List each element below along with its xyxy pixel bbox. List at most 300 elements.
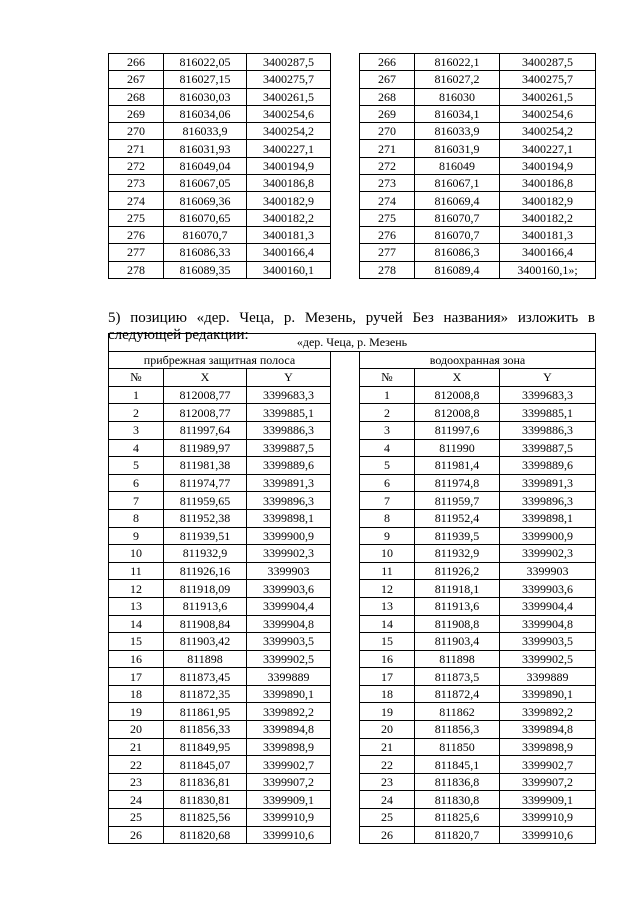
- table-cell: 267: [360, 71, 415, 88]
- table-cell: 3399907,2: [500, 773, 596, 791]
- table-cell: 811939,51: [164, 527, 247, 545]
- table-cell: 278: [109, 261, 164, 278]
- table-cell: 3399887,5: [247, 439, 331, 457]
- table-cell: 816030: [415, 88, 500, 105]
- column-gap: [331, 826, 360, 844]
- amendment-paragraph: 5) позицию «дер. Чеца, р. Мезень, ручей Без названия» изложить в следующей редакции:: [108, 310, 595, 343]
- table-cell: 3400261,5: [247, 88, 331, 105]
- table-cell: 811845,1: [415, 756, 500, 774]
- table-cell: 3400182,9: [247, 192, 331, 209]
- table-cell: 3399910,9: [500, 809, 596, 827]
- table-cell: 811836,81: [164, 773, 247, 791]
- table-row: [109, 175, 596, 192]
- table-cell: 811820,68: [164, 826, 247, 844]
- table-cell: 816067,05: [164, 175, 247, 192]
- table-row: [109, 105, 596, 122]
- table-cell: 811974,77: [164, 474, 247, 492]
- table-cell: 276: [109, 226, 164, 243]
- column-gap: [331, 244, 360, 261]
- table-cell: 3400194,9: [247, 157, 331, 174]
- column-gap: [331, 404, 360, 422]
- table-cell: 816070,65: [164, 209, 247, 226]
- col-header-x: X: [164, 369, 247, 387]
- table-cell: 23: [360, 773, 415, 791]
- column-gap: [331, 545, 360, 563]
- column-gap: [331, 562, 360, 580]
- table-title: «дер. Чеца, р. Мезень: [109, 334, 596, 352]
- table-cell: 268: [109, 88, 164, 105]
- table-cell: 3400181,3: [500, 226, 596, 243]
- table-cell: 811908,8: [415, 615, 500, 633]
- table-cell: 5: [109, 457, 164, 475]
- table-cell: 278: [360, 261, 415, 278]
- table-cell: 3399896,3: [247, 492, 331, 510]
- table-row: [109, 209, 596, 226]
- column-gap: [331, 668, 360, 686]
- table-cell: 3399902,5: [500, 650, 596, 668]
- table-cell: 11: [109, 562, 164, 580]
- column-gap: [331, 386, 360, 404]
- table-cell: 3400254,2: [247, 123, 331, 140]
- table-row: [109, 226, 596, 243]
- right-section-header: водоохранная зона: [360, 351, 596, 369]
- table-cell: 811862: [415, 703, 500, 721]
- table-cell: 3399904,8: [247, 615, 331, 633]
- table-cell: 19: [109, 703, 164, 721]
- table-cell: 3399904,4: [500, 597, 596, 615]
- table-cell: 14: [360, 615, 415, 633]
- table-cell: 16: [109, 650, 164, 668]
- table-cell: 816067,1: [415, 175, 500, 192]
- table-cell: 26: [360, 826, 415, 844]
- table-cell: 3400227,1: [500, 140, 596, 157]
- col-header-number: №: [109, 369, 164, 387]
- table-cell: 7: [109, 492, 164, 510]
- table-cell: 3400275,7: [500, 71, 596, 88]
- column-gap: [331, 580, 360, 598]
- table-cell: 3400160,1»;: [500, 261, 596, 278]
- table-cell: 3399909,1: [500, 791, 596, 809]
- table-cell: 3399891,3: [247, 474, 331, 492]
- table-row: [109, 545, 596, 563]
- table-cell: 14: [109, 615, 164, 633]
- table-cell: 816086,33: [164, 244, 247, 261]
- table-cell: 277: [360, 244, 415, 261]
- table-cell: 277: [109, 244, 164, 261]
- table-cell: 811830,8: [415, 791, 500, 809]
- table-row: [109, 773, 596, 791]
- column-gap: [331, 597, 360, 615]
- table-row: [109, 54, 596, 71]
- table-row: [109, 261, 596, 278]
- table-cell: 811898: [164, 650, 247, 668]
- table-cell: 3399910,9: [247, 809, 331, 827]
- table-cell: 3399889,6: [247, 457, 331, 475]
- table-cell: 274: [360, 192, 415, 209]
- table-cell: 3: [360, 421, 415, 439]
- table-cell: 1: [109, 386, 164, 404]
- table-cell: 811997,64: [164, 421, 247, 439]
- table-cell: 816070,7: [415, 209, 500, 226]
- table-cell: 816049: [415, 157, 500, 174]
- table-row: [109, 738, 596, 756]
- col-header-y: Y: [500, 369, 596, 387]
- table-cell: 3399890,1: [247, 685, 331, 703]
- table-row: [109, 756, 596, 774]
- table-cell: 3400227,1: [247, 140, 331, 157]
- table-cell: 272: [360, 157, 415, 174]
- col-header-number: №: [360, 369, 415, 387]
- table-cell: 5: [360, 457, 415, 475]
- table-cell: 6: [109, 474, 164, 492]
- table-cell: 3399892,2: [500, 703, 596, 721]
- table-cell: 811952,4: [415, 509, 500, 527]
- table-cell: 811873,45: [164, 668, 247, 686]
- table-cell: 3: [109, 421, 164, 439]
- table-cell: 816086,3: [415, 244, 500, 261]
- table-cell: 3399903: [247, 562, 331, 580]
- table-cell: 275: [109, 209, 164, 226]
- column-gap: [331, 209, 360, 226]
- column-gap: [331, 439, 360, 457]
- table-cell: 269: [109, 105, 164, 122]
- table-cell: 3400166,4: [247, 244, 331, 261]
- table-row: [109, 157, 596, 174]
- table-row: [109, 88, 596, 105]
- table-cell: 816031,93: [164, 140, 247, 157]
- table-cell: 816034,06: [164, 105, 247, 122]
- table-row: [109, 421, 596, 439]
- table-row: [109, 509, 596, 527]
- table-cell: 811825,6: [415, 809, 500, 827]
- table-cell: 11: [360, 562, 415, 580]
- table-cell: 19: [360, 703, 415, 721]
- column-gap: [331, 105, 360, 122]
- table-cell: 816022,05: [164, 54, 247, 71]
- table-cell: 811850: [415, 738, 500, 756]
- col-header-x: X: [415, 369, 500, 387]
- column-gap: [331, 773, 360, 791]
- table-cell: 18: [109, 685, 164, 703]
- table-cell: 3400275,7: [247, 71, 331, 88]
- table-cell: 3399889,6: [500, 457, 596, 475]
- table-cell: 21: [360, 738, 415, 756]
- table-cell: 3400254,6: [247, 105, 331, 122]
- table-cell: 267: [109, 71, 164, 88]
- table-cell: 3400160,1: [247, 261, 331, 278]
- table-cell: 811820,7: [415, 826, 500, 844]
- col-header-y: Y: [247, 369, 331, 387]
- table-cell: 816070,7: [164, 226, 247, 243]
- table-row: [109, 809, 596, 827]
- table-cell: 3399890,1: [500, 685, 596, 703]
- table-cell: 3399898,9: [500, 738, 596, 756]
- table-cell: 8: [360, 509, 415, 527]
- table-cell: 24: [360, 791, 415, 809]
- table-cell: 811849,95: [164, 738, 247, 756]
- table-row: [109, 192, 596, 209]
- table-cell: 816027,2: [415, 71, 500, 88]
- table-cell: 17: [360, 668, 415, 686]
- table-cell: 3400181,3: [247, 226, 331, 243]
- table-cell: 3400182,2: [247, 209, 331, 226]
- chetsa-coordinates-table: [108, 333, 596, 844]
- table-cell: 3399886,3: [247, 421, 331, 439]
- table-cell: 10: [109, 545, 164, 563]
- table-cell: 9: [360, 527, 415, 545]
- table-cell: 811974,8: [415, 474, 500, 492]
- table-cell: 811959,7: [415, 492, 500, 510]
- table-cell: 3400194,9: [500, 157, 596, 174]
- table-cell: 3399683,3: [247, 386, 331, 404]
- table-cell: 816069,36: [164, 192, 247, 209]
- table-cell: 816030,03: [164, 88, 247, 105]
- table-cell: 22: [109, 756, 164, 774]
- table-row: [109, 791, 596, 809]
- table-cell: 271: [360, 140, 415, 157]
- table-cell: 3399887,5: [500, 439, 596, 457]
- table-cell: 3399907,2: [247, 773, 331, 791]
- column-gap: [331, 650, 360, 668]
- table-cell: 3400254,6: [500, 105, 596, 122]
- table-cell: 3399889: [500, 668, 596, 686]
- table-cell: 268: [360, 88, 415, 105]
- table-cell: 22: [360, 756, 415, 774]
- table-cell: 811932,9: [415, 545, 500, 563]
- table-cell: 812008,8: [415, 386, 500, 404]
- table-cell: 3399892,2: [247, 703, 331, 721]
- table-cell: 12: [360, 580, 415, 598]
- table-cell: 269: [360, 105, 415, 122]
- table-cell: 811926,2: [415, 562, 500, 580]
- table-cell: 811981,4: [415, 457, 500, 475]
- table-cell: 816069,4: [415, 192, 500, 209]
- table-cell: 816022,1: [415, 54, 500, 71]
- table-cell: 3399903,6: [247, 580, 331, 598]
- table-cell: 811825,56: [164, 809, 247, 827]
- column-gap: [331, 369, 360, 387]
- table-cell: 273: [360, 175, 415, 192]
- table-cell: 811932,9: [164, 545, 247, 563]
- table-row: [109, 71, 596, 88]
- table-cell: 812008,77: [164, 404, 247, 422]
- table-row: [109, 703, 596, 721]
- column-gap: [331, 738, 360, 756]
- table-cell: 9: [109, 527, 164, 545]
- table-cell: 811981,38: [164, 457, 247, 475]
- table-cell: 15: [360, 633, 415, 651]
- table-cell: 811872,4: [415, 685, 500, 703]
- table-cell: 270: [360, 123, 415, 140]
- table-row: [109, 668, 596, 686]
- table-cell: 12: [109, 580, 164, 598]
- table-row: [109, 527, 596, 545]
- table-cell: 816070,7: [415, 226, 500, 243]
- table-cell: 7: [360, 492, 415, 510]
- table-cell: 3399885,1: [247, 404, 331, 422]
- table-cell: 811873,5: [415, 668, 500, 686]
- table-row: [109, 826, 596, 844]
- table-cell: 3400186,8: [500, 175, 596, 192]
- table-row: [109, 597, 596, 615]
- table-cell: 3399909,1: [247, 791, 331, 809]
- table-cell: 20: [360, 721, 415, 739]
- table-cell: 816049,04: [164, 157, 247, 174]
- table-cell: 3399903,5: [247, 633, 331, 651]
- column-gap: [331, 261, 360, 278]
- table-cell: 270: [109, 123, 164, 140]
- table-cell: 3399885,1: [500, 404, 596, 422]
- table-cell: 3399910,6: [500, 826, 596, 844]
- table-cell: 20: [109, 721, 164, 739]
- table-cell: 273: [109, 175, 164, 192]
- table-cell: 816089,35: [164, 261, 247, 278]
- table-cell: 811856,3: [415, 721, 500, 739]
- table-cell: 811952,38: [164, 509, 247, 527]
- table-cell: 816089,4: [415, 261, 500, 278]
- table-cell: 3399902,3: [500, 545, 596, 563]
- table-cell: 3399886,3: [500, 421, 596, 439]
- column-gap: [331, 351, 360, 369]
- table-cell: 15: [109, 633, 164, 651]
- table-cell: 811913,6: [164, 597, 247, 615]
- table-cell: 17: [109, 668, 164, 686]
- table-cell: 271: [109, 140, 164, 157]
- table-cell: 816034,1: [415, 105, 500, 122]
- table-cell: 3399900,9: [500, 527, 596, 545]
- table-cell: 3399894,8: [500, 721, 596, 739]
- column-gap: [331, 615, 360, 633]
- column-gap: [331, 421, 360, 439]
- table-cell: 811830,81: [164, 791, 247, 809]
- table-cell: 3399896,3: [500, 492, 596, 510]
- coordinates-table-body: [109, 54, 596, 279]
- table-cell: 4: [109, 439, 164, 457]
- table-cell: 16: [360, 650, 415, 668]
- table-cell: 2: [109, 404, 164, 422]
- column-gap: [331, 809, 360, 827]
- column-gap: [331, 457, 360, 475]
- table-cell: 18: [360, 685, 415, 703]
- table-cell: 3399903,5: [500, 633, 596, 651]
- column-gap: [331, 685, 360, 703]
- table-row: [109, 457, 596, 475]
- table-row: [109, 386, 596, 404]
- table-cell: 811918,1: [415, 580, 500, 598]
- table-cell: 266: [109, 54, 164, 71]
- table-cell: 3399903,6: [500, 580, 596, 598]
- table-cell: 3400287,5: [500, 54, 596, 71]
- table-cell: 26: [109, 826, 164, 844]
- column-gap: [331, 721, 360, 739]
- table-cell: 3400182,2: [500, 209, 596, 226]
- table-cell: 25: [109, 809, 164, 827]
- table-cell: 3399891,3: [500, 474, 596, 492]
- table-row: [109, 633, 596, 651]
- column-gap: [331, 192, 360, 209]
- coordinates-table-continued: [108, 53, 596, 279]
- table-cell: 3400186,8: [247, 175, 331, 192]
- column-gap: [331, 157, 360, 174]
- table-cell: 276: [360, 226, 415, 243]
- table-cell: 3400287,5: [247, 54, 331, 71]
- table-row: [109, 140, 596, 157]
- table-cell: 3399902,3: [247, 545, 331, 563]
- table-cell: 816033,9: [415, 123, 500, 140]
- table-cell: 3399898,1: [500, 509, 596, 527]
- table-cell: 811989,97: [164, 439, 247, 457]
- table-cell: 811918,09: [164, 580, 247, 598]
- table-cell: 3399902,7: [500, 756, 596, 774]
- table-cell: 3399900,9: [247, 527, 331, 545]
- table-row: [109, 562, 596, 580]
- table-cell: 816033,9: [164, 123, 247, 140]
- column-gap: [331, 175, 360, 192]
- table-cell: 6: [360, 474, 415, 492]
- table-cell: 811939,5: [415, 527, 500, 545]
- table-cell: 275: [360, 209, 415, 226]
- table-cell: 811908,84: [164, 615, 247, 633]
- table-cell: 811903,4: [415, 633, 500, 651]
- table-cell: 266: [360, 54, 415, 71]
- table-cell: 25: [360, 809, 415, 827]
- table-cell: 272: [109, 157, 164, 174]
- column-gap: [331, 88, 360, 105]
- table-cell: 811926,16: [164, 562, 247, 580]
- table-cell: 816027,15: [164, 71, 247, 88]
- table-cell: 3399894,8: [247, 721, 331, 739]
- table-cell: 3399683,3: [500, 386, 596, 404]
- table-cell: 3399898,1: [247, 509, 331, 527]
- table-cell: 811836,8: [415, 773, 500, 791]
- column-gap: [331, 140, 360, 157]
- table-cell: 811959,65: [164, 492, 247, 510]
- table-row: [109, 685, 596, 703]
- table-row: [109, 580, 596, 598]
- column-gap: [331, 791, 360, 809]
- table-row: [109, 615, 596, 633]
- left-section-header: прибрежная защитная полоса: [109, 351, 331, 369]
- table-cell: 274: [109, 192, 164, 209]
- table-cell: 13: [360, 597, 415, 615]
- table-cell: 23: [109, 773, 164, 791]
- table-cell: 3400261,5: [500, 88, 596, 105]
- table-cell: 811845,07: [164, 756, 247, 774]
- table-cell: 3400182,9: [500, 192, 596, 209]
- column-gap: [331, 527, 360, 545]
- column-gap: [331, 226, 360, 243]
- table-row: [109, 721, 596, 739]
- table-cell: 811997,6: [415, 421, 500, 439]
- column-gap: [331, 71, 360, 88]
- table-cell: 3399904,4: [247, 597, 331, 615]
- table-cell: 811903,42: [164, 633, 247, 651]
- table-cell: 811856,33: [164, 721, 247, 739]
- table-cell: 8: [109, 509, 164, 527]
- column-gap: [331, 756, 360, 774]
- table-cell: 3399889: [247, 668, 331, 686]
- table-cell: 816031,9: [415, 140, 500, 157]
- table-row: [109, 244, 596, 261]
- table-cell: 3399903: [500, 562, 596, 580]
- table-cell: 811990: [415, 439, 500, 457]
- chetsa-table-body: [109, 386, 596, 843]
- table-cell: 812008,8: [415, 404, 500, 422]
- table-row: [109, 492, 596, 510]
- column-gap: [331, 123, 360, 140]
- table-cell: 3399898,9: [247, 738, 331, 756]
- table-cell: 10: [360, 545, 415, 563]
